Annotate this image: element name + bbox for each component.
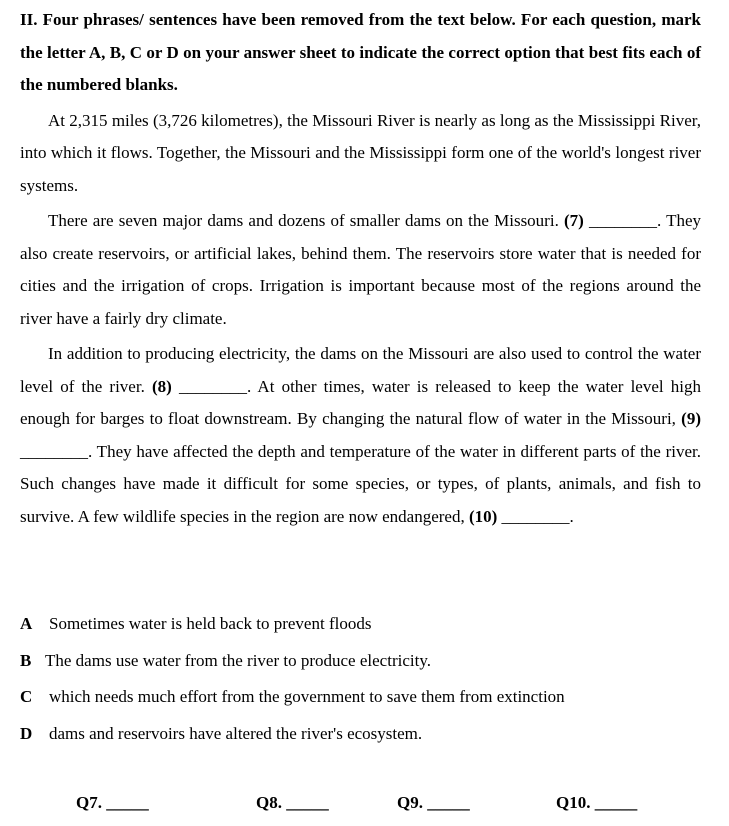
option-d xyxy=(20,716,701,753)
blank-7-number: (7) xyxy=(563,211,584,230)
option-letter: A xyxy=(20,614,33,633)
option-c xyxy=(20,679,701,716)
blank-9-number: (9) xyxy=(681,409,701,428)
blank-10-number: (10) xyxy=(468,506,498,526)
blank-7: ________ xyxy=(583,211,657,230)
option-text: dams and reservoirs have altered the river's ecosystem. xyxy=(49,723,423,743)
option-b xyxy=(20,643,701,680)
paragraph-2-after: . They also create reservoirs, or artificial lakes, behind them. The reservoirs store water that is needed for cities and the irrigation of crops. Irrigation is important because most of the regions around the river have a fairly dry climate. xyxy=(20,211,701,328)
paragraph-2 xyxy=(20,205,701,335)
answer-row xyxy=(0,793,729,817)
option-text: Sometimes water is held back to prevent floods xyxy=(49,614,372,633)
paragraph-3-part4: . xyxy=(569,506,574,526)
paragraph-3-part1: In addition to producing electricity, the dams on the Missouri are also used to control the water level of the river. xyxy=(20,344,701,396)
paragraph-1: At 2,315 miles (3,726 kilometres), the Missouri River is nearly as long as the Mississippi River, into which it flows. Together, the Missouri and the Mississippi form one of the world's longest river systems. xyxy=(20,110,701,195)
answer-q9: Q9. _____ xyxy=(397,793,470,812)
passage xyxy=(20,0,701,533)
option-text: The dams use water from the river to produce electricity. xyxy=(45,650,431,670)
blank-9: ________ xyxy=(20,441,88,461)
answer-q10: Q10. _____ xyxy=(556,793,638,812)
paragraph-2-before: There are seven major dams and dozens of smaller dams on the Missouri. xyxy=(48,211,564,230)
answer-q8: Q8. _____ xyxy=(256,793,329,812)
paragraph-3-part2: . At other times, water is released to keep the water level high enough for barges to float downstream. By changing the natural flow of water in the Missouri, xyxy=(20,376,701,428)
blank-8: ________ xyxy=(171,376,247,396)
option-a xyxy=(20,606,701,643)
instruction-text: II. Four phrases/ sentences have been removed from the text below. For each question, mark the letter A, B, C or D on your answer sheet to indicate the correct option that best fits each of the numbered blanks. xyxy=(20,10,701,94)
option-text: which needs much effort from the government to save them from extinction xyxy=(49,687,565,706)
option-letter: B xyxy=(20,650,32,670)
blank-8-number: (8) xyxy=(151,376,172,396)
blank-10: ________ xyxy=(497,506,570,526)
options-list xyxy=(20,606,701,752)
answer-q7: Q7. _____ xyxy=(76,793,149,812)
paragraph-3-part3: . They have affected the depth and temperature of the water in different parts of the river. Such changes have made it difficult for some species, or types, of plants, animals, and fish to survive. A few wildlife species in the region are now endangered, xyxy=(20,441,701,526)
option-letter: D xyxy=(20,723,33,743)
paragraph-3 xyxy=(20,338,701,533)
option-letter: C xyxy=(20,687,33,706)
